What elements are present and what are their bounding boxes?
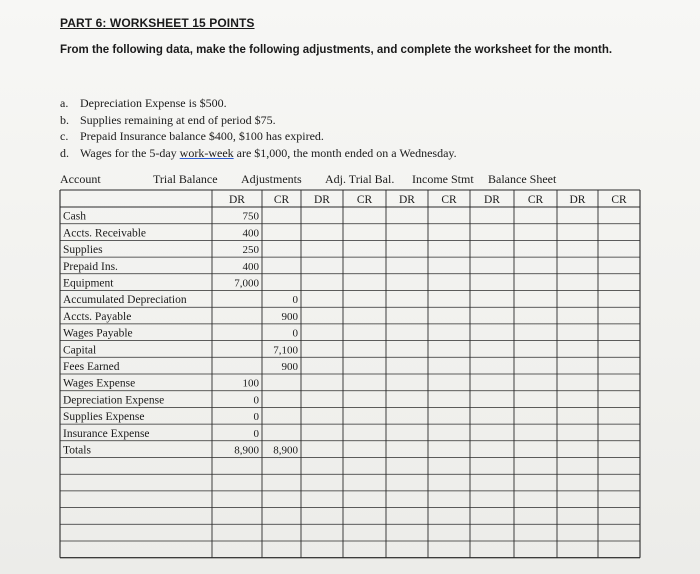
account-header: Account (60, 172, 101, 186)
account-name: Accumulated Depreciation (63, 294, 187, 307)
account-name: Totals (63, 444, 91, 457)
trial-balance-cr-value: 8,900 (273, 444, 298, 457)
adjustment-letter: b. (60, 112, 69, 127)
account-name: Prepaid Ins. (63, 260, 118, 273)
trial-balance-cr-value: 7,100 (273, 344, 298, 357)
column-label-dr: DR (484, 194, 500, 206)
account-name: Accts. Payable (63, 310, 132, 323)
account-name: Equipment (63, 277, 114, 290)
balance-sheet-header: Balance Sheet (488, 172, 557, 186)
adjustment-letter: d. (60, 145, 69, 160)
column-label-cr: CR (441, 194, 457, 206)
column-label-cr: CR (527, 194, 544, 206)
trial-balance-dr-value: 100 (242, 377, 259, 390)
adjustment-letter: a. (60, 96, 69, 110)
account-name: Depreciation Expense (63, 394, 165, 407)
trial-balance-dr-value: 400 (242, 227, 259, 240)
adjustment-text-start: Wages for the 5-day (80, 145, 180, 160)
adjustment-text: Depreciation Expense is $500. (80, 96, 227, 110)
income-stmt-header: Income Stmt (412, 172, 474, 186)
instructions: From the following data, make the following adjustments, and complete the worksheet for the month. (60, 44, 613, 56)
trial-balance-dr-value: 0 (253, 394, 259, 407)
column-label-dr: DR (399, 194, 415, 206)
column-label-cr: CR (356, 194, 373, 206)
trial-balance-cr-value: 0 (292, 294, 298, 307)
trial-balance-dr-value: 0 (253, 427, 259, 440)
account-name: Accts. Receivable (63, 227, 147, 240)
column-label-dr: DR (229, 194, 245, 206)
account-name: Cash (63, 210, 86, 223)
adjustments-header: Adjustments (241, 172, 302, 186)
work-week-link[interactable]: work-week (179, 145, 234, 160)
page-heading: PART 6: WORKSHEET 15 POINTS (60, 16, 255, 30)
trial-balance-dr-value: 7,000 (234, 277, 259, 290)
adjustment-text: Prepaid Insurance balance $400, $100 has expired. (80, 129, 324, 143)
trial-balance-cr-value: 0 (292, 327, 298, 340)
account-name: Capital (63, 344, 97, 357)
trial-balance-cr-value: 900 (281, 310, 298, 323)
account-name: Supplies Expense (63, 411, 145, 424)
account-name: Supplies (63, 244, 103, 257)
trial-balance-dr-value: 750 (242, 210, 259, 223)
adjustment-text: Supplies remaining at end of period $75. (80, 112, 276, 127)
trial-balance-dr-value: 8,900 (234, 444, 259, 457)
column-label-cr: CR (611, 194, 627, 206)
adjustment-letter: c. (60, 129, 69, 143)
adjustment-text-end: are $1,000, the month ended on a Wednesday. (233, 145, 457, 160)
column-label-dr: DR (314, 194, 330, 206)
trial-balance-dr-value: 400 (242, 260, 259, 273)
account-name: Insurance Expense (63, 427, 150, 440)
account-name: Fees Earned (63, 361, 120, 373)
account-name: Wages Expense (63, 377, 136, 390)
account-name: Wages Payable (63, 327, 133, 340)
column-label-dr: DR (569, 194, 586, 206)
trial-balance-dr-value: 250 (242, 244, 259, 257)
column-label-cr: CR (273, 194, 290, 206)
adj-trial-bal-header: Adj. Trial Bal. (325, 172, 395, 186)
trial-balance-header: Trial Balance (153, 172, 218, 186)
trial-balance-cr-value: 900 (281, 361, 298, 373)
trial-balance-dr-value: 0 (253, 411, 259, 424)
